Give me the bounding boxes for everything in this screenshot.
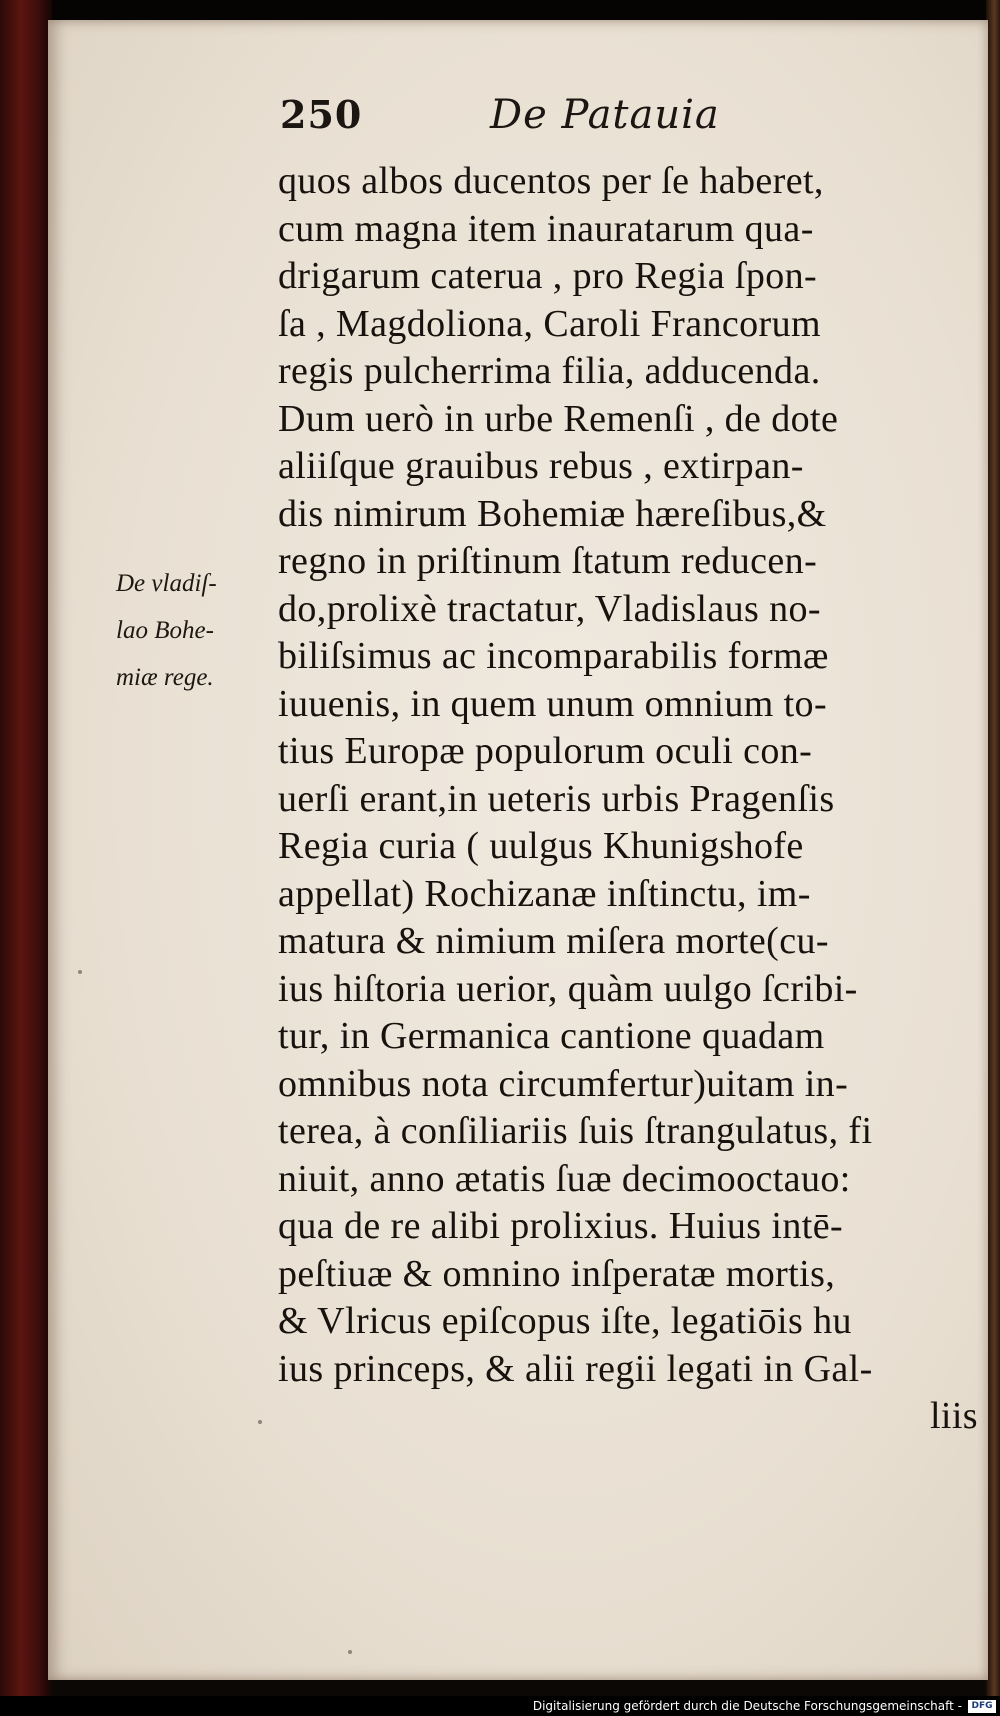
catchword: liis [929,1395,978,1437]
footer-bar [0,1696,1000,1716]
text-line: drigarum caterua , pro Regia ſpon- [278,255,818,297]
paper-speck [78,970,82,974]
text-line: appellat) Rochizanæ inſtinctu, im- [278,872,811,915]
paper-speck [348,1650,352,1654]
text-line: Regia curia ( uulgus Khunigshofe [278,825,804,867]
text-line: tur, in Germanica cantione quadam [278,1015,825,1057]
text-line: matura & nimium miſera morte(cu- [278,920,829,962]
text-line: do,prolixè tractatur, Vladislaus no- [278,587,821,630]
text-line: ſa , Magdoliona, Caroli Francorum [278,302,821,345]
text-line: peſtiuæ & omnino inſperatæ mortis, [278,1252,836,1295]
text-line: ius hiſtoria uerior, quàm uulgo ſcribi- [278,967,858,1010]
paper-speck [258,1420,262,1424]
text-line: uerſi erant,in ueteris urbis Pragenſis [278,777,835,820]
marginal-note [116,560,266,701]
book-page [48,20,988,1680]
text-line: Dum uerò in urbe Remenſi , de dote [278,397,839,440]
text-line: ius princeps, & alii regii legati in Gal- [278,1347,873,1390]
text-line: quos albos ducentos per ſe haberet, [278,160,824,202]
text-line: cum magna item inauratarum qua- [278,207,814,250]
text-line: terea, à conſiliariis ſuis ſtrangulatus, fi [278,1110,873,1152]
text-line: tius Europæ populorum oculi con- [278,730,813,772]
running-head [280,92,810,148]
running-title: De Patauia [490,92,720,138]
top-edge [40,0,1000,20]
funding-notice: Digitalisierung gefördert durch die Deutsche Forschungsgemeinschaft - [532,1699,962,1713]
text-line: iuuenis, in quem unum omnium to- [278,682,827,725]
text-line: omnibus nota circumfertur)uitam in- [278,1062,849,1105]
text-line: dis nimirum Bohemiæ hæreſibus,& [278,492,827,535]
text-line: aliiſque grauibus rebus , extirpan- [278,445,804,487]
dfg-logo: DFG [968,1700,996,1713]
text-line: biliſsimus ac incomparabilis formæ [278,635,829,677]
page-number: 250 [280,92,363,137]
marginal-note-line: miæ rege. [116,664,214,691]
marginal-note-line: lao Bohe- [116,617,214,644]
text-line: regno in priſtinum ſtatum reducen- [278,540,818,582]
text-line: qua de re alibi prolixius. Huius intē- [278,1205,844,1247]
text-line: regis pulcherrima filia, adducenda. [278,350,821,392]
marginal-note-line: De vladiſ- [116,570,217,597]
text-line: niuit, anno ætatis ſuæ decimooctauo: [278,1157,851,1200]
body-text [278,158,998,1441]
text-line: & Vlricus epiſcopus iſte, legatiōis hu [278,1300,852,1342]
book-binding-left [0,0,52,1716]
